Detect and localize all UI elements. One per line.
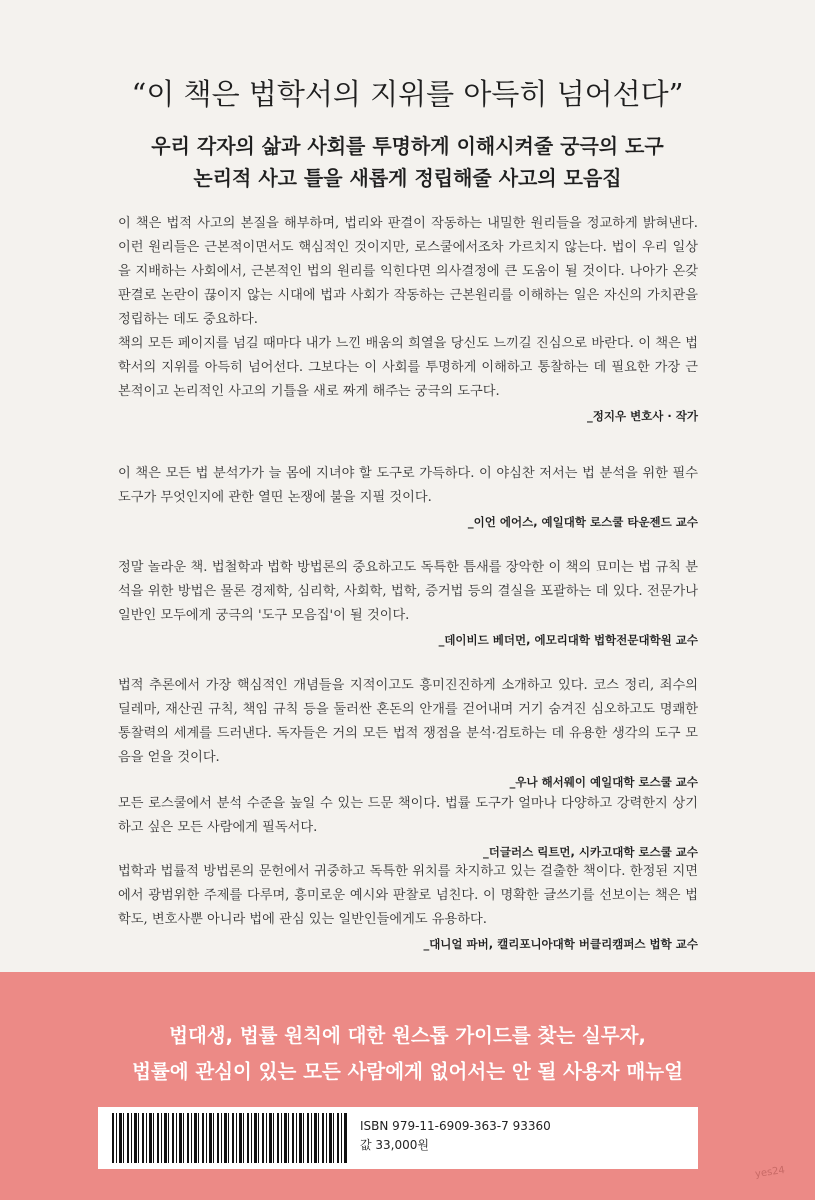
review-3-attribution: _데이비드 베더먼, 에모리대학 법학전문대학원 교수 — [438, 633, 698, 647]
review-4-attribution: _우나 해서웨이 예일대학 로스쿨 교수 — [509, 775, 698, 789]
subheadline-1: 우리 각자의 삶과 사회를 투명하게 이해시켜줄 궁극의 도구 — [151, 134, 664, 158]
review-6-paragraph: 법학과 법률적 방법론의 문헌에서 귀중하고 독특한 위치를 차지하고 있는 걸출한 책이다. 한정된 지면에서 광범위한 주제를 다루며, 흥미로운 예시와 판찰로 넘친다. 이 명확한 글쓰기를 선보이는 책은 법학도, 변호사뿐 아니라 법에 관심 있는 일반인들에게도 유용하다. — [118, 864, 698, 927]
promo-line-1: 법대생, 법률 원칙에 대한 원스톱 가이드를 찾는 실무자, — [169, 1024, 646, 1047]
isbn-box — [98, 1107, 698, 1169]
review-6-attribution: _대니얼 파버, 캘리포니아대학 버클리캠퍼스 법학 교수 — [423, 937, 698, 951]
review-3 — [118, 556, 698, 652]
review-6 — [118, 860, 698, 956]
review-2-paragraph: 이 책은 모든 법 분석가가 늘 몸에 지녀야 할 도구로 가득하다. 이 야심찬 저서는 법 분석을 위한 필수 도구가 무엇인지에 관한 열띤 논쟁에 불을 지필 것이다. — [118, 466, 698, 505]
review-5 — [118, 792, 698, 864]
review-5-paragraph: 모든 로스쿨에서 분석 수준을 높일 수 있는 드문 책이다. 법률 도구가 얼마나 다양하고 강력한지 상기하고 싶은 모든 사람에게 필독서다. — [118, 796, 698, 835]
review-5-attribution: _더글러스 릭트먼, 시카고대학 로스쿨 교수 — [483, 845, 698, 859]
promo-line-2: 법률에 관심이 있는 모든 사람에게 없어서는 안 될 사용자 매뉴얼 — [132, 1060, 683, 1083]
subheadline-2: 논리적 사고 틀을 새롭게 정립해줄 사고의 모음집 — [193, 166, 622, 190]
review-1 — [118, 212, 698, 428]
review-1-paragraph-2: 책의 모든 페이지를 넘길 때마다 내가 느낀 배움의 희열을 당신도 느끼길 진심으로 바란다. 이 책은 법학서의 지위를 아득히 넘어선다. 그보다는 이 사회를 투명하게 이해하고 통찰하는 데 필요한 가장 근본적이고 논리적인 사고의 기틀을 새로 짜게 해주는 궁극의 도구다. — [118, 336, 698, 399]
watermark-stamp: yes24 — [754, 1164, 786, 1181]
headline-quote: “이 책은 법학서의 지위를 아득히 넘어선다” — [131, 77, 684, 111]
review-1-paragraph-1: 이 책은 법적 사고의 본질을 해부하며, 법리와 판결이 작동하는 내밀한 원리들을 정교하게 밝혀낸다. 이런 원리들은 근본적이면서도 핵심적인 것이지만, 로스쿨에서조차 가르치지 않는다. 법이 우리 일상을 지배하는 사회에서, 근본적인 법의 원리를 익힌다면 의사결정에 큰 도움이 될 것이다. 나아가 온갖 판결로 논란이 끊이지 않는 시대에 법과 사회가 작동하는 근본원리를 이해하는 일은 자신의 가치관을 정립하는 데도 중요하다. — [118, 216, 698, 327]
review-3-paragraph: 정말 놀라운 책. 법철학과 법학 방법론의 중요하고도 독특한 틈새를 장악한 이 책의 묘미는 법 규칙 분석을 위한 방법은 물론 경제학, 심리학, 사회학, 법학, 증거법 등의 결실을 포괄하는 데 있다. 전문가나 일반인 모두에게 궁극의 '도구 모음집'이 될 것이다. — [118, 560, 698, 623]
review-1-attribution: _정지우 변호사 · 작가 — [586, 409, 698, 423]
barcode-icon — [112, 1113, 348, 1163]
review-4-paragraph: 법적 추론에서 가장 핵심적인 개념들을 지적이고도 흥미진진하게 소개하고 있다. 코스 정리, 죄수의 딜레마, 재산권 규칙, 책임 규칙 등을 둘러싼 혼돈의 안개를 걷어내며 거기 숨겨진 심오하고도 명쾌한 통찰력의 세계를 드러낸다. 독자들은 거의 모든 법적 쟁점을 분석·검토하는 데 유용한 생각의 도구 모음을 얻을 것이다. — [118, 678, 698, 765]
review-2-attribution: _이언 에어스, 예일대학 로스쿨 타운젠드 교수 — [467, 515, 698, 529]
price: 값 33,000원 — [360, 1138, 429, 1152]
review-4 — [118, 674, 698, 794]
review-2 — [118, 462, 698, 534]
isbn-text — [360, 1117, 551, 1155]
isbn-code: ISBN 979-11-6909-363-7 93360 — [360, 1119, 551, 1133]
